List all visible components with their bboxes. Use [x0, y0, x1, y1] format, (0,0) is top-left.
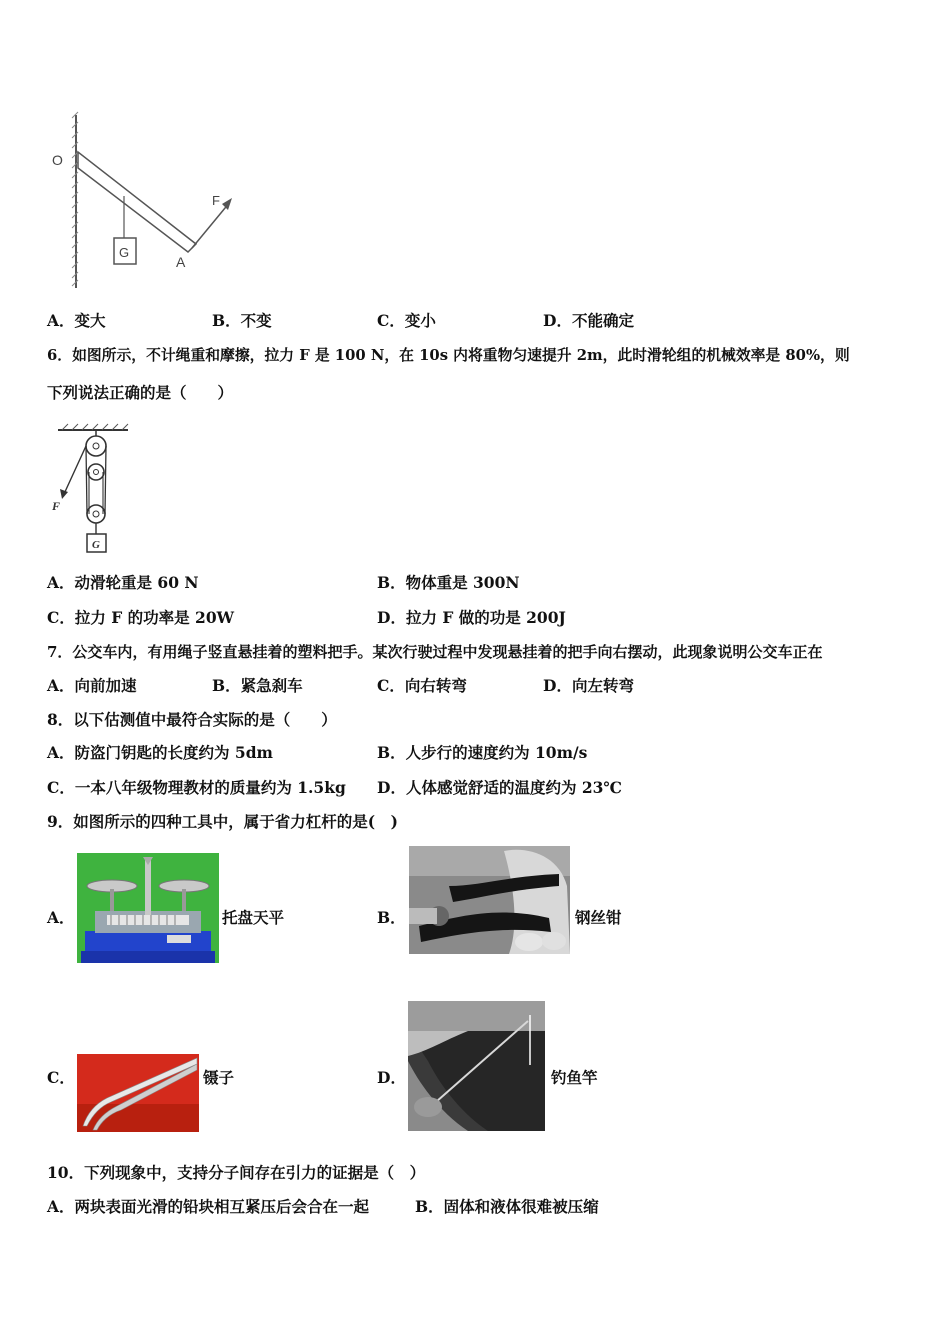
q7-option-c: C．向右转弯	[377, 676, 467, 695]
q9-option-c-caption: 镊子	[203, 1068, 235, 1087]
q6-option-d: D．拉力 F 做的功是 200J	[377, 608, 566, 627]
q10-stem: 10．下列现象中，支持分子间存在引力的证据是（ ）	[47, 1163, 426, 1182]
q10-option-a: A．两块表面光滑的铅块相互紧压后会合在一起	[47, 1197, 370, 1216]
q8-option-a: A．防盗门钥匙的长度约为 5dm	[47, 743, 273, 762]
q6-stem-line1: 6．如图所示，不计绳重和摩擦，拉力 F 是 100 N，在 10s 内将重物匀速提升 2m，此时滑轮组的机械效率是 80%，则	[47, 347, 850, 364]
movable-pulley	[87, 505, 105, 523]
q8-option-b: B．人步行的速度约为 10m/s	[377, 743, 588, 762]
q5-option-d: D．不能确定	[543, 311, 634, 330]
wall	[72, 112, 78, 288]
lever-bar	[78, 152, 196, 252]
q5-option-a: A．变大	[47, 311, 106, 330]
label-o: O	[52, 152, 63, 168]
label-f: F	[212, 193, 220, 208]
q7-option-b: B．紧急刹车	[212, 676, 303, 695]
q10-option-b: B．固体和液体很难被压缩	[415, 1197, 599, 1216]
q9-option-a-caption: 托盘天平	[222, 908, 285, 927]
q5-option-b: B．不变	[212, 311, 272, 330]
q8-option-c: C．一本八年级物理教材的质量约为 1.5kg	[47, 778, 346, 797]
fishing-rod-image	[408, 1001, 545, 1131]
tweezers-image	[77, 1054, 199, 1132]
q6-pulley-figure	[48, 422, 133, 557]
q6-option-c: C．拉力 F 的功率是 20W	[47, 608, 235, 627]
label-g: G	[92, 539, 100, 551]
q9-option-d-letter: D．	[377, 1068, 406, 1087]
q6-stem-line2: 下列说法正确的是（ ）	[47, 383, 234, 402]
pliers-image	[409, 846, 570, 954]
q5-option-c: C．变小	[377, 311, 436, 330]
q9-option-b-caption: 钢丝钳	[575, 908, 622, 927]
q6-option-a: A．动滑轮重是 60 N	[47, 573, 199, 592]
q8-option-d: D．人体感觉舒适的温度约为 23℃	[377, 778, 622, 797]
q7-option-a: A．向前加速	[47, 676, 137, 695]
q6-option-b: B．物体重是 300N	[377, 573, 520, 592]
label-f: F	[52, 499, 61, 513]
pull-rope	[64, 446, 86, 494]
q9-option-a-letter: A．	[47, 908, 75, 927]
q5-lever-figure	[40, 110, 250, 295]
q9-option-d-caption: 钓鱼竿	[551, 1068, 598, 1087]
force-arrow	[192, 202, 230, 248]
balance-image	[77, 853, 219, 963]
q9-option-c-letter: C．	[47, 1068, 75, 1087]
q8-stem: 8．以下估测值中最符合实际的是（ ）	[47, 710, 337, 729]
label-g: G	[119, 245, 130, 260]
middle-pulley	[88, 464, 104, 480]
q7-stem: 7．公交车内，有用绳子竖直悬挂着的塑料把手。某次行驶过程中发现悬挂着的把手向右摆动，此现象说明公交车正在	[47, 643, 823, 661]
q9-option-b-letter: B．	[377, 908, 406, 927]
label-a: A	[176, 254, 186, 270]
fixed-pulley	[86, 436, 106, 456]
q7-option-d: D．向左转弯	[543, 676, 634, 695]
q9-stem: 9．如图所示的四种工具中，属于省力杠杆的是( )	[47, 812, 398, 831]
